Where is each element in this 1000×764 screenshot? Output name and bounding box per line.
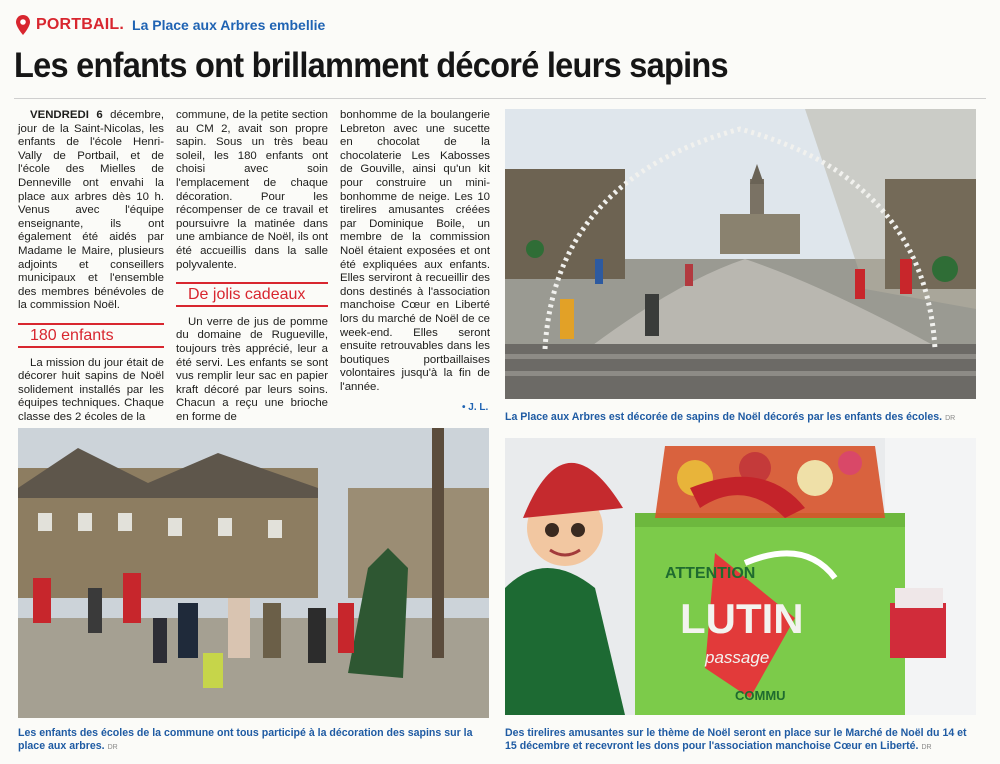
- intro-text: décembre, jour de la Saint-Nicolas, les enfants de l'école Henri-Vally de Portbail, et de l'école des Mielles de Denneville ont envahi la place aux arbres dès 10 h. Venus avec l'équipe enseignante, ils ont également été aidés par Madame le Maire, plusieurs adjoints et conseillers municipaux et l'ensemble des membres bénévoles de la commission Noël.: [18, 109, 164, 312]
- kicker: [16, 12, 325, 38]
- paragraph-3: commune, de la petite section au CM 2, avait son propre sapin. Sous un très beau soleil, les 180 enfants ont choisi avec soin l'emplacement de chaque décoration. Pour les récompenser de ce travail et poursuivre la matinée dans une ambiance de Noël, ils ont été accueillis dans la salle polyvalente.: [176, 109, 328, 271]
- headline: Les enfants ont brillamment décoré leurs sapins: [14, 46, 728, 85]
- caption-bottom-left: Les enfants des écoles de la commune ont tous participé à la décoration des sapins sur la place aux arbres. DR: [18, 727, 473, 752]
- photo-children-decorating: [18, 428, 489, 718]
- section-heading-2: De jolis cadeaux: [176, 282, 328, 307]
- headline-rule: [14, 98, 986, 99]
- section-heading-1: 180 enfants: [18, 323, 164, 348]
- tin-text-line3: passage: [705, 648, 770, 667]
- tin-text-line2: LUTIN: [680, 595, 804, 642]
- kicker-location: PORTBAIL.: [36, 16, 125, 33]
- tin-text-line4: COMMU: [735, 688, 786, 703]
- photo-place-aux-arbres: [505, 109, 976, 399]
- text-column-2: [176, 109, 328, 424]
- paragraph-2: La mission du jour était de décorer huit sapins de Noël solidement installés par les équipes techniques. Chaque classe des 2 écoles de la: [18, 356, 164, 423]
- photo-credit: DR: [945, 415, 956, 422]
- text-column-1: [18, 109, 164, 424]
- byline: • J. L.: [462, 402, 489, 413]
- tin-text-line1: ATTENTION: [665, 565, 756, 582]
- photo-credit: DR: [107, 744, 118, 751]
- paragraph-5: bonhomme de la boulangerie Lebreton avec une sucette en chocolat de la chocolaterie Les Kabosses de Gouville, ainsi qu'un kit pour construire un mini-bonhomme de neige. Les 10 tirelires amusantes créées par Dominique Boile, un membre de la commission Noël étaient exposées et ont été expliquées aux enfants. Elles serviront à recueillir des dons destinés à l'association manchoise Cœur en Liberté lors du marché de Noël de ce week-end. Elles seront ensuite retrouvables dans les boutiques portbaillaises volontaires jusqu'à la fin de l'année.: [340, 109, 490, 393]
- lead-in: VENDREDI 6: [30, 109, 103, 121]
- paragraph-4: Un verre de jus de pomme du domaine de Rugueville, toujours très apprécié, leur a été servi. Les enfants se sont vus remplir leur sac en papier kraft décoré par leurs soins. Chacun a reçu une brioche en forme de: [176, 315, 328, 423]
- location-pin-icon: [16, 15, 30, 35]
- text-column-3: [340, 109, 490, 394]
- caption-top-right: La Place aux Arbres est décorée de sapins de Noël décorés par les enfants des écoles. DR: [505, 411, 956, 423]
- intro-paragraph: [18, 109, 164, 313]
- caption-bottom-right: Des tirelires amusantes sur le thème de Noël seront en place sur le Marché de Noël du 14 et 15 décembre et recevront les dons pour l'association manchoise Cœur en Liberté. DR: [505, 727, 967, 752]
- photo-tirelire-lutin: [505, 438, 976, 715]
- kicker-subtitle: La Place aux Arbres embellie: [132, 17, 326, 33]
- photo-credit: DR: [921, 744, 932, 751]
